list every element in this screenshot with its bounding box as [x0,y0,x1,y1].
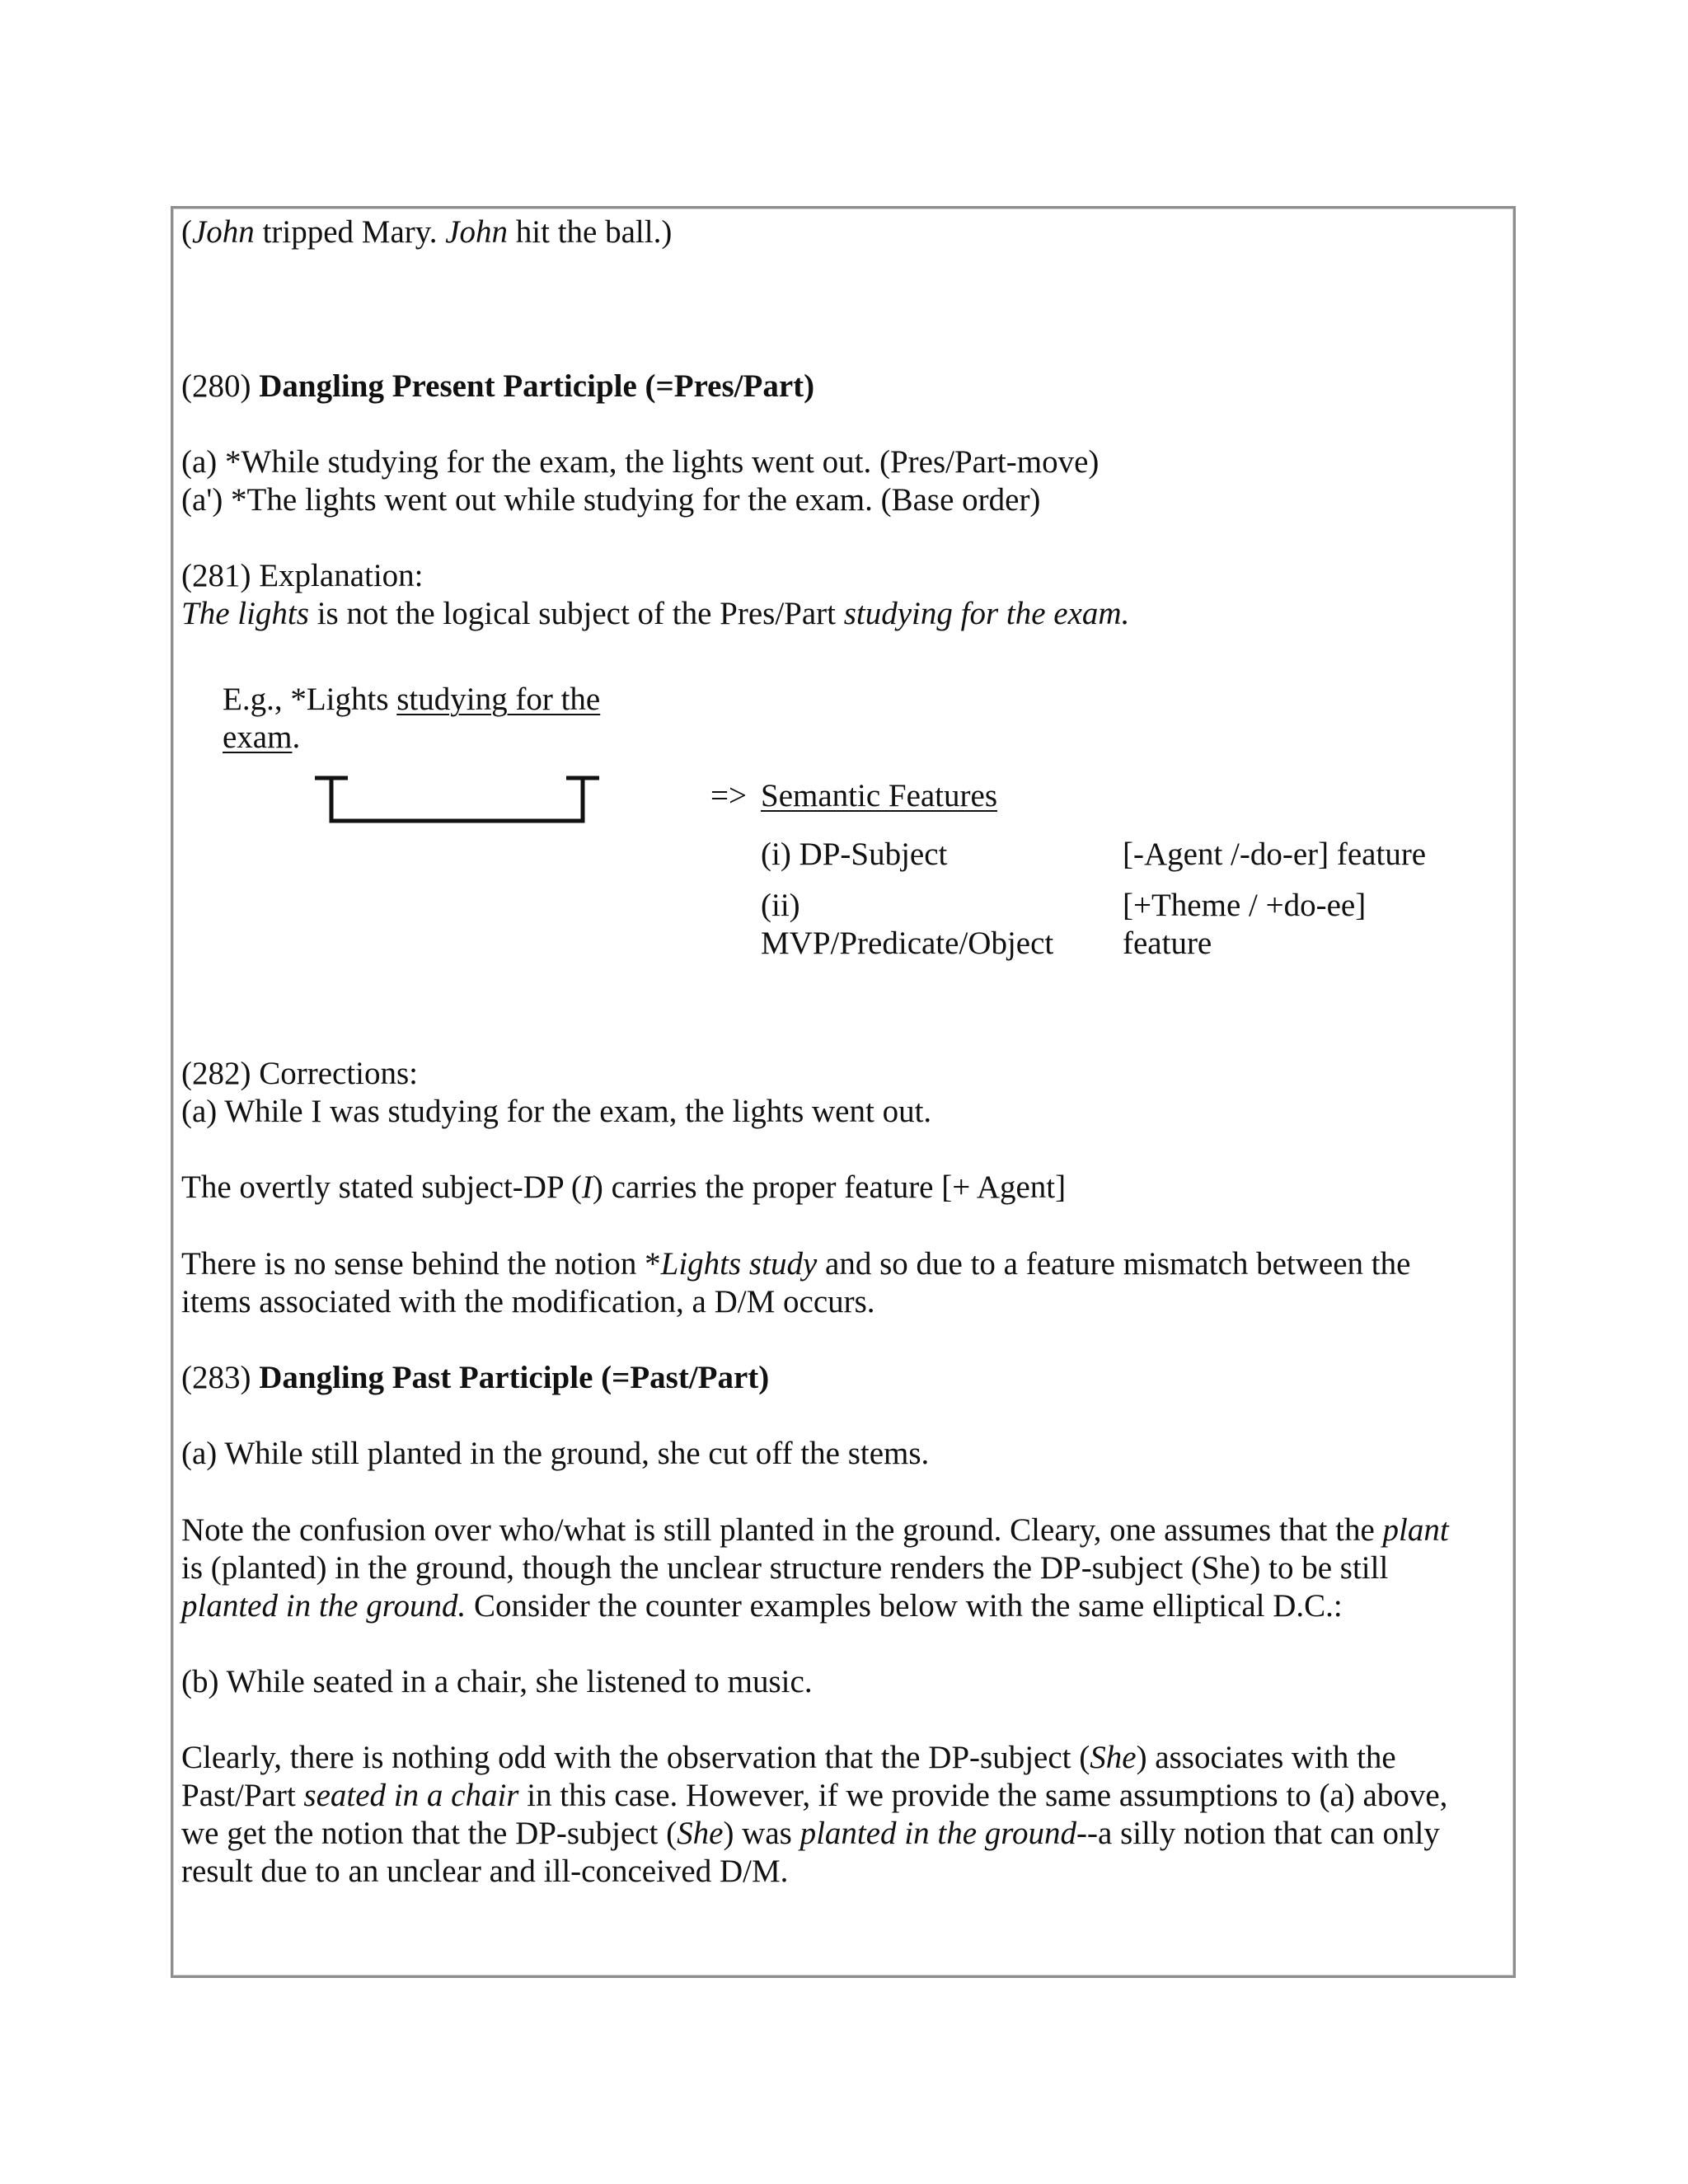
paragraph-mismatch-line2: items associated with the modification, a D/M occurs. [181,1284,875,1319]
heading-283: (283) Dangling Past Participle (=Past/Part) [181,1360,770,1395]
paragraph-agent: The overtly stated subject-DP (I) carries the proper feature [+ Agent] [181,1169,1067,1205]
intro-line: (John tripped Mary. John hit the ball.) [181,214,673,250]
semantic-row1-value: [-Agent /-do-er] feature [1123,837,1427,872]
heading-280: (280) Dangling Present Participle (=Pres/Part) [181,368,815,404]
bracket-line [315,778,599,821]
heading-282: (282) Corrections: [181,1056,419,1091]
note-line2: is (planted) in the ground, though the unclear structure renders the DP-subject (She) to be still [181,1550,1389,1586]
example-280a: (a) *While studying for the exam, the lights went out. (Pres/Part-move) [181,444,1100,480]
example-282a: (a) While I was studying for the exam, the lights went out. [181,1094,932,1129]
semantic-row2-value-1: [+Theme / +do-ee] [1123,888,1367,923]
note-line3: planted in the ground. Consider the counter examples below with the same elliptical D.C.: [181,1588,1343,1624]
bracket-diagram [305,773,618,829]
heading-281: (281) Explanation: [181,558,424,593]
note-line1: Note the confusion over who/what is still planted in the ground. Cleary, one assumes that the plant [181,1512,1449,1548]
semantic-row2-value-2: feature [1123,926,1212,961]
example-eg-line2: exam. [223,719,301,755]
semantic-row2-label-2: MVP/Predicate/Object [761,926,1054,961]
semantic-row2-label-1: (ii) [761,888,800,923]
clearly-line2: Past/Part seated in a chair in this case. However, if we provide the same assumptions to (a) above, [181,1778,1448,1813]
example-eg-line1: E.g., *Lights studying for the [223,682,601,717]
semantic-features-heading: Semantic Features [761,778,997,813]
semantic-row1-label: (i) DP-Subject [761,837,948,872]
example-283b: (b) While seated in a chair, she listened to music. [181,1664,813,1699]
example-280a-prime: (a') *The lights went out while studying for the exam. (Base order) [181,482,1041,518]
paragraph-mismatch-line1: There is no sense behind the notion *Lights study and so due to a feature mismatch between the [181,1246,1411,1282]
clearly-line1: Clearly, there is nothing odd with the observation that the DP-subject (She) associates with the [181,1740,1396,1775]
clearly-line4: result due to an unclear and ill-conceived D/M. [181,1854,789,1889]
arrow: => [710,778,747,813]
example-283a: (a) While still planted in the ground, she cut off the stems. [181,1436,930,1471]
clearly-line3: we get the notion that the DP-subject (She) was planted in the ground--a silly notion that can only [181,1816,1440,1851]
explanation-281: The lights is not the logical subject of the Pres/Part studying for the exam. [181,596,1130,631]
